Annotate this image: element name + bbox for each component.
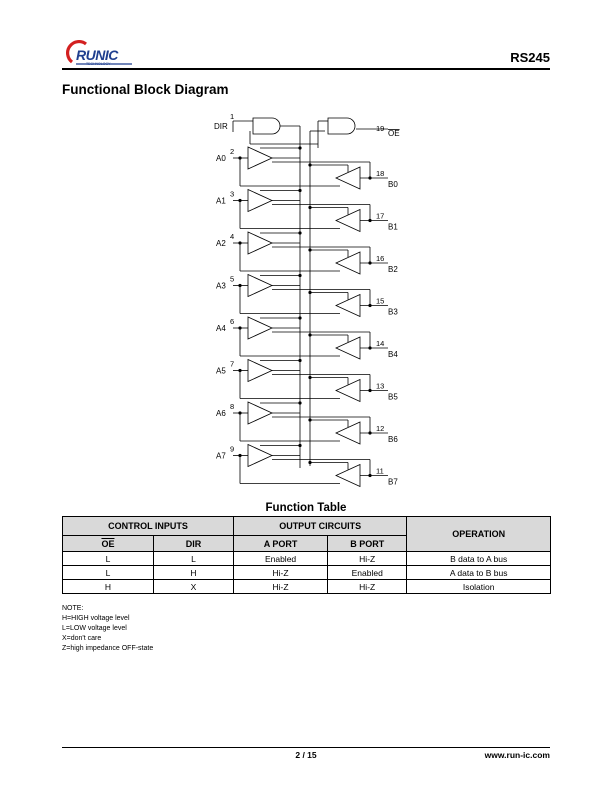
note-heading: NOTE: [62,605,84,612]
a-pin-label: A3 [216,281,226,291]
cell-oe: L [63,552,154,566]
part-number: RS245 [510,50,550,65]
cell-operation: A data to B bus [407,566,551,580]
cell-dir: X [153,580,233,594]
b-pin-label: B2 [388,265,398,274]
a-to-b-buffer [248,402,272,424]
a-pin-number: 2 [230,147,235,156]
b-pin-number: 14 [376,339,385,348]
a-to-b-buffer [248,232,272,254]
cell-b-port: Enabled [328,566,407,580]
a-pin-number: 4 [230,232,235,241]
b-pin-number: 11 [376,466,384,476]
a-pin-label: A1 [216,196,226,206]
channel-a3 [216,274,398,317]
logo-text: RUNIC [76,47,118,63]
b-pin-label: B3 [388,307,398,317]
a-pin-label: A4 [216,324,226,333]
b-pin-number: 16 [376,254,385,263]
cell-oe: H [63,580,154,594]
cell-a-port: Hi-Z [234,566,328,580]
a-to-b-buffer [248,147,272,169]
a-pin-label: A6 [216,409,226,418]
note-line: H=HIGH voltage level [62,615,130,622]
a-pin-number: 6 [230,317,235,326]
channel-a4 [216,316,398,359]
a-pin-label: A5 [216,366,226,376]
b-pin-label: B7 [388,477,398,487]
logo-subtitle: TECHNOLOGY [86,62,111,66]
cell-a-port: Hi-Z [234,580,328,594]
b-pin-label: B1 [388,222,398,232]
dir-gate [253,118,280,134]
channel-a5 [216,359,398,402]
a-to-b-buffer [248,360,272,382]
a-pin-label: A2 [216,239,226,248]
table-row [63,566,551,580]
b-pin-number: 12 [376,424,385,433]
channel-a7 [216,444,398,487]
cell-oe: L [63,566,154,580]
page-number: 2 / 15 [295,750,317,760]
oe-column-header: $\overline{OE}$ [101,538,115,549]
channel-a1 [216,189,398,232]
b-pin-label: B6 [388,435,398,444]
output-circuits-header: OUTPUT CIRCUITS [234,517,407,536]
b-pin-number: 15 [376,296,385,306]
oe-pin: 19 [376,124,385,133]
a-to-b-buffer [248,445,272,467]
function-table-title: Function Table [265,502,347,514]
a-pin-number: 3 [230,189,235,199]
channel-a6 [216,401,398,444]
b-pin-number: 17 [376,211,385,221]
dir-column-header: DIR [153,536,233,552]
section-title: Functional Block Diagram [62,82,229,97]
cell-b-port: Hi-Z [328,580,407,594]
a-to-b-buffer [248,275,272,297]
cell-dir: H [153,566,233,580]
cell-operation: B data to A bus [407,552,551,566]
control-inputs-header: CONTROL INPUTS [63,517,234,536]
a-port-column-header: A PORT [234,536,328,552]
a-pin-number: 9 [230,444,235,454]
channel-a2 [216,231,398,274]
note-line: L=LOW voltage level [62,625,127,632]
note-line: X=don't care [62,635,102,642]
table-row [63,552,551,566]
operation-header: OPERATION [407,517,551,552]
dir-label: DIR [214,122,228,131]
b-pin-label: B4 [388,350,398,359]
oe-label: OE [388,129,400,138]
a-pin-label: A7 [216,451,226,461]
cell-a-port: Enabled [234,552,328,566]
a-pin-label: A0 [216,154,226,163]
channel-a0 [216,146,398,189]
website-url: www.run-ic.com [484,750,550,760]
a-pin-number: 5 [230,274,235,284]
note-line: Z=high impedance OFF-state [62,645,154,652]
a-pin-number: 8 [230,402,235,411]
header-rule [62,68,550,70]
cell-operation: Isolation [407,580,551,594]
footer-rule [62,747,550,748]
b-pin-label: B0 [388,180,398,189]
dir-pin: 1 [230,112,235,121]
b-pin-number: 18 [376,169,385,178]
a-pin-number: 7 [230,359,235,369]
cell-b-port: Hi-Z [328,552,407,566]
notes [62,604,153,654]
table-row [63,580,551,594]
b-pin-number: 13 [376,381,385,391]
b-port-column-header: B PORT [328,536,407,552]
functional-block-diagram [200,108,420,488]
a-to-b-buffer [248,317,272,339]
oe-gate [328,118,355,134]
b-pin-label: B5 [388,392,398,402]
cell-dir: L [153,552,233,566]
function-table [62,516,551,594]
a-to-b-buffer [248,190,272,212]
